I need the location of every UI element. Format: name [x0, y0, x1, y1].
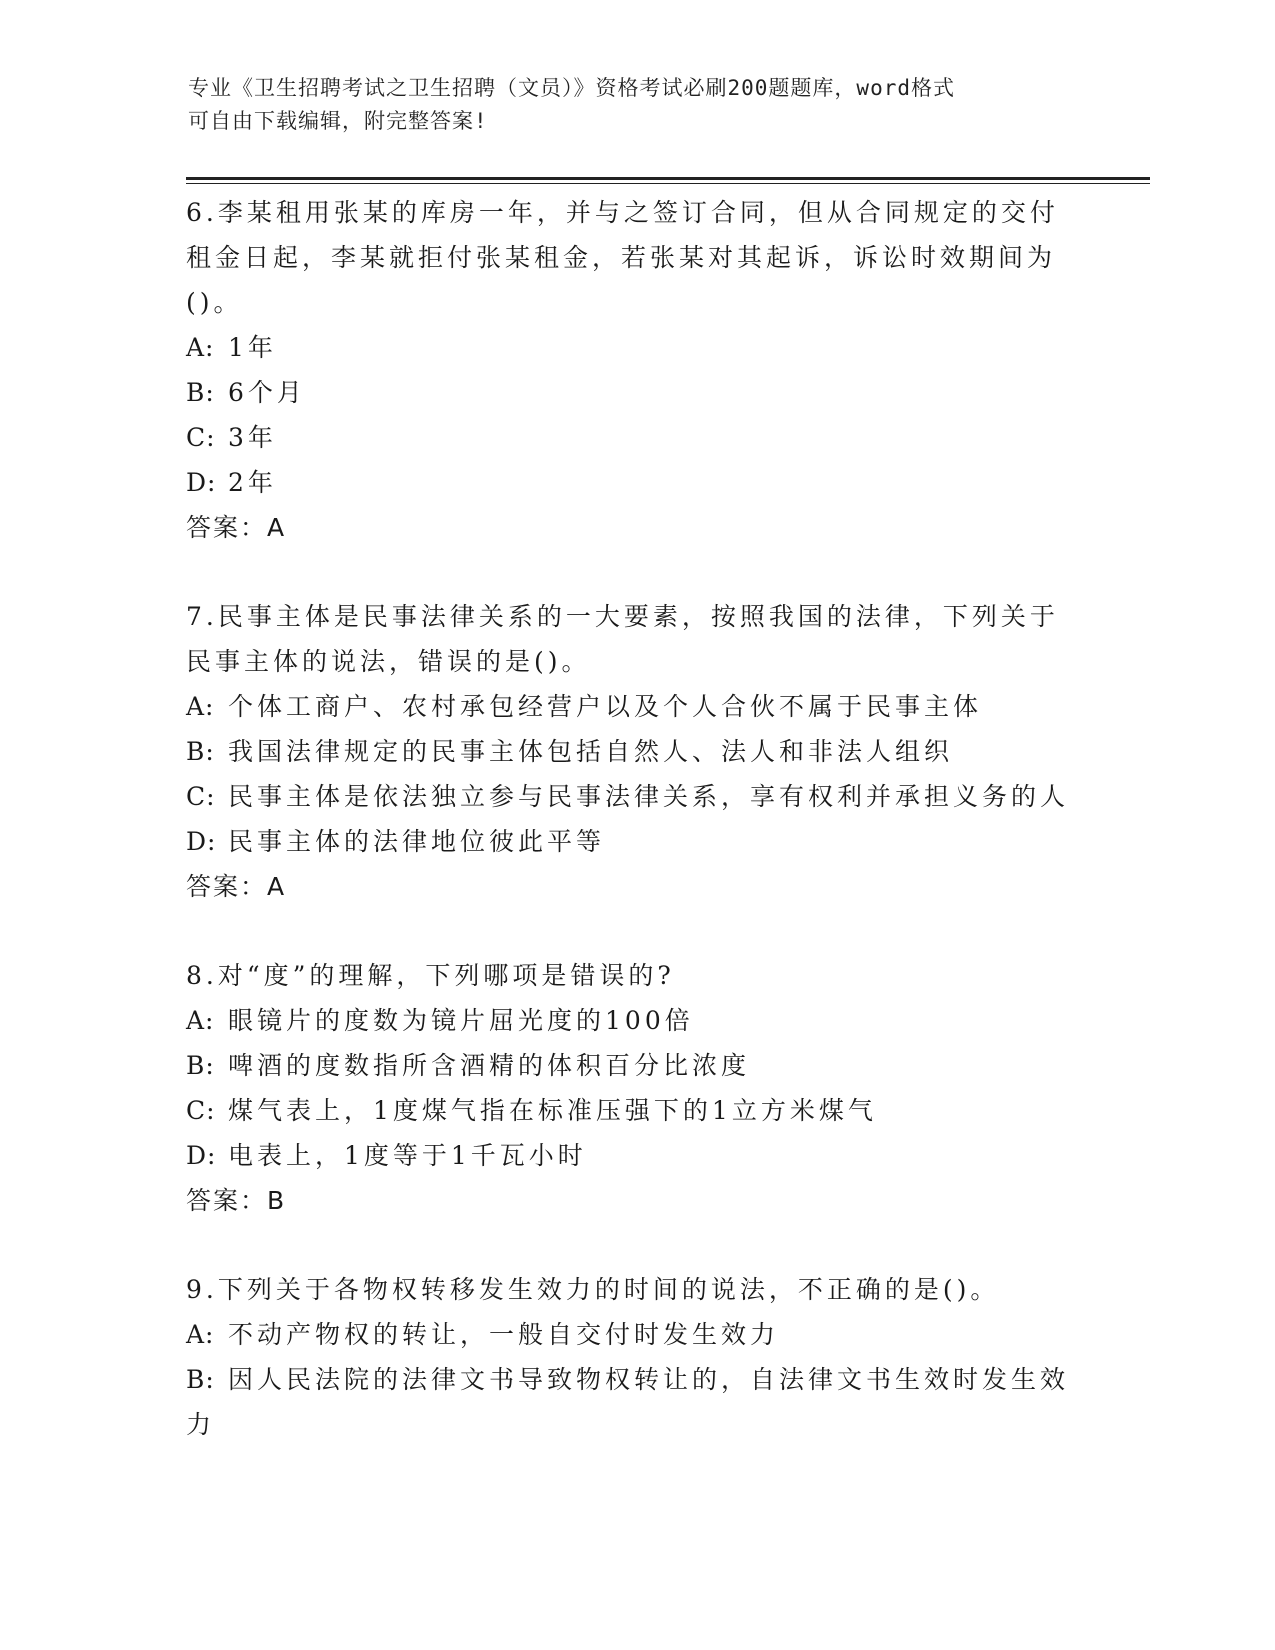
option-d [186, 1133, 1076, 1178]
option-label: B: [186, 1051, 215, 1080]
question-stem: 9.下列关于各物权转移发生效力的时间的说法，不正确的是()。 [186, 1275, 1000, 1304]
header-title-line-2: 可自由下载编辑，附完整答案! [188, 109, 488, 133]
option-text: 不动产物权的转让，一般自交付时发生效力 [228, 1320, 780, 1349]
option-text: 因人民法院的法律文书导致物权转让的，自法律文书生效时发生效力 [186, 1365, 1070, 1439]
option-text: 煤气表上，1度煤气指在标准压强下的1立方米煤气 [228, 1096, 877, 1125]
option-c [186, 1088, 1076, 1133]
option-label: A: [186, 1320, 215, 1349]
option-text: 我国法律规定的民事主体包括自然人、法人和非法人组织 [228, 737, 954, 766]
question-stem: 7.民事主体是民事法律关系的一大要素，按照我国的法律，下列关于民事主体的说法，错误的是()。 [186, 602, 1059, 676]
option-text: 1年 [228, 333, 277, 362]
document-header [188, 72, 1068, 138]
option-label: D: [186, 1141, 217, 1170]
option-b [186, 370, 1076, 415]
answer-line: 答案：A [186, 872, 287, 901]
option-text: 2年 [228, 468, 277, 497]
question-stem: 6.李某租用张某的库房一年，并与之签订合同，但从合同规定的交付租金日起，李某就拒付张某租金，若张某对其起诉，诉讼时效期间为()。 [186, 198, 1059, 317]
option-a [186, 1312, 1076, 1357]
option-d [186, 460, 1076, 505]
question-6 [186, 190, 1076, 550]
header-title-line-1: 专业《卫生招聘考试之卫生招聘（文员）》资格考试必刷200题题库，word格式 [188, 76, 955, 100]
option-b [186, 1043, 1076, 1088]
option-label: B: [186, 378, 215, 407]
option-label: C: [186, 782, 216, 811]
option-label: A: [186, 333, 215, 362]
option-label: B: [186, 1365, 215, 1394]
option-label: C: [186, 1096, 216, 1125]
question-9 [186, 1267, 1076, 1447]
option-label: A: [186, 692, 215, 721]
header-divider-thin [186, 183, 1150, 184]
option-text: 眼镜片的度数为镜片屈光度的100倍 [228, 1006, 694, 1035]
option-text: 民事主体的法律地位彼此平等 [228, 827, 606, 856]
option-a [186, 998, 1076, 1043]
option-label: A: [186, 1006, 215, 1035]
option-text: 3年 [228, 423, 277, 452]
answer-line: 答案：A [186, 513, 287, 542]
option-label: D: [186, 827, 217, 856]
question-stem: 8.对“度”的理解，下列哪项是错误的? [186, 961, 675, 990]
option-d [186, 819, 1076, 864]
option-label: B: [186, 737, 215, 766]
option-b [186, 1357, 1076, 1447]
option-text: 6个月 [228, 378, 306, 407]
question-7 [186, 594, 1076, 909]
option-text: 民事主体是依法独立参与民事法律关系，享有权利并承担义务的人 [228, 782, 1070, 811]
option-a [186, 684, 1076, 729]
answer-line: 答案：B [186, 1186, 287, 1215]
option-label: C: [186, 423, 216, 452]
option-b [186, 729, 1076, 774]
option-text: 啤酒的度数指所含酒精的体积百分比浓度 [228, 1051, 751, 1080]
option-text: 个体工商户、农村承包经营户以及个人合伙不属于民事主体 [228, 692, 983, 721]
option-c [186, 774, 1076, 819]
question-8 [186, 953, 1076, 1223]
option-a [186, 325, 1076, 370]
question-list [186, 190, 1076, 1447]
option-c [186, 415, 1076, 460]
option-label: D: [186, 468, 217, 497]
header-divider-thick [186, 177, 1150, 180]
option-text: 电表上，1度等于1千瓦小时 [228, 1141, 587, 1170]
